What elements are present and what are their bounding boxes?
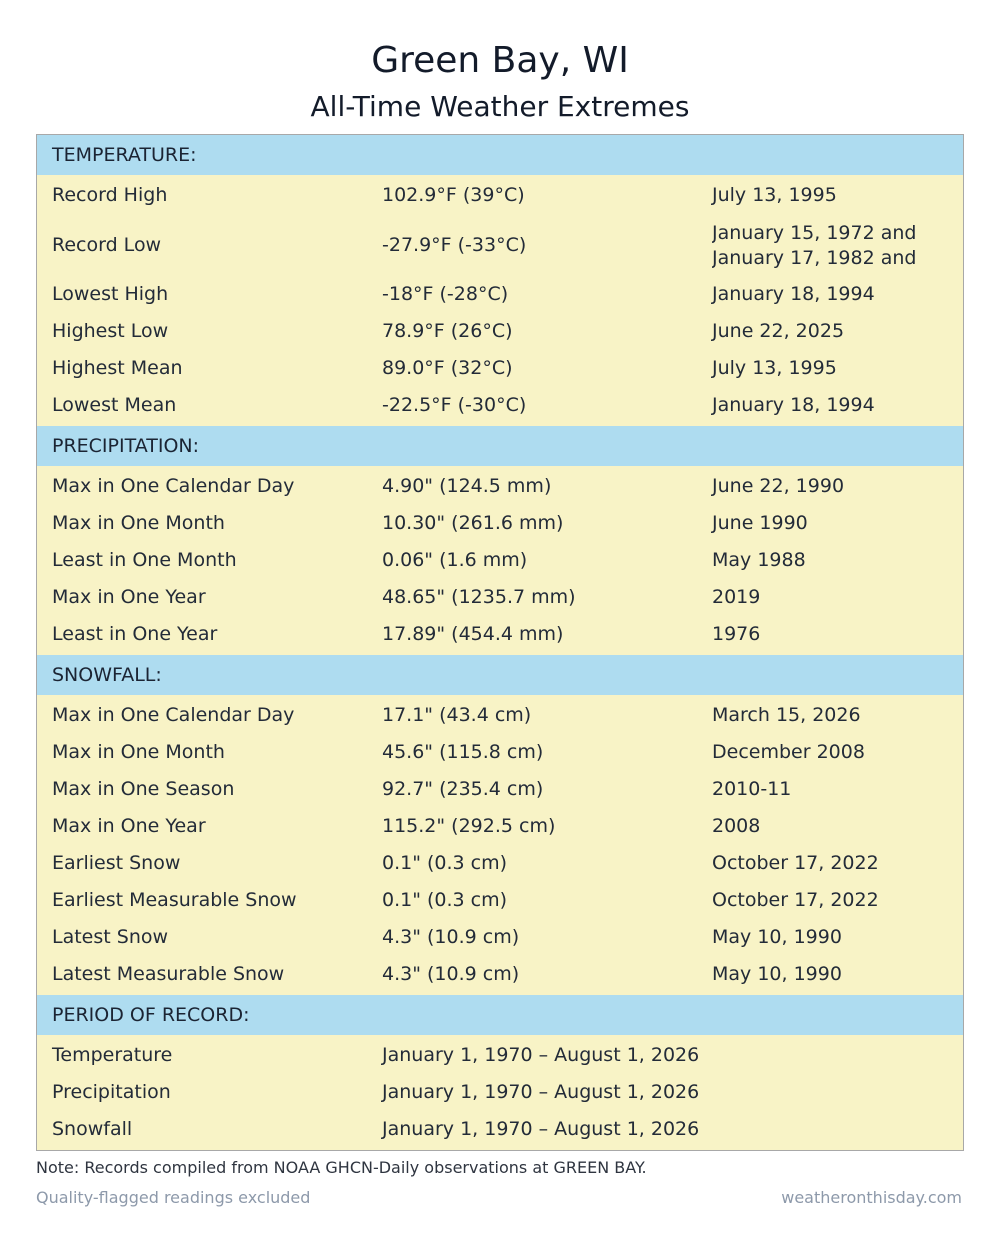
- row-value: 17.89" (454.4 mm): [382, 623, 564, 645]
- table-row: [37, 505, 963, 542]
- table-row: [37, 882, 963, 919]
- row-value: 92.7" (235.4 cm): [382, 778, 544, 800]
- row-value: January 1, 1970 – August 1, 2026: [382, 1081, 700, 1103]
- site-credit: weatheronthisday.com: [781, 1188, 962, 1207]
- row-value: January 1, 1970 – August 1, 2026: [382, 1118, 700, 1140]
- table-row: [37, 177, 963, 214]
- table-row: [37, 919, 963, 956]
- row-value: 4.3" (10.9 cm): [382, 963, 520, 985]
- row-date: January 15, 1972 and January 17, 1982 and: [712, 222, 917, 269]
- footnote: Note: Records compiled from NOAA GHCN-Daily observations at GREEN BAY.: [36, 1158, 647, 1177]
- row-value: 10.30" (261.6 mm): [382, 512, 564, 534]
- row-date: June 1990: [712, 512, 808, 534]
- row-value: 89.0°F (32°C): [382, 357, 513, 379]
- table-row: [37, 276, 963, 313]
- row-date: October 17, 2022: [712, 852, 879, 874]
- row-label: Least in One Year: [52, 623, 218, 645]
- row-value: -18°F (-28°C): [382, 283, 509, 305]
- row-label: Max in One Year: [52, 586, 206, 608]
- row-date: June 22, 2025: [712, 320, 845, 342]
- row-label: Lowest Mean: [52, 394, 177, 416]
- row-date: October 17, 2022: [712, 889, 879, 911]
- row-label: Max in One Calendar Day: [52, 704, 295, 726]
- row-date: 2010-11: [712, 778, 792, 800]
- section-header-temperature: TEMPERATURE:: [37, 135, 963, 175]
- page-subtitle: All-Time Weather Extremes: [310, 90, 690, 123]
- row-label: Highest Low: [52, 320, 169, 342]
- row-label: Latest Measurable Snow: [52, 963, 285, 985]
- row-value: -27.9°F (-33°C): [382, 234, 527, 256]
- row-date: July 13, 1995: [712, 184, 837, 206]
- section-header-period-of-record: PERIOD OF RECORD:: [37, 995, 963, 1035]
- table-row: [37, 697, 963, 734]
- row-value: 0.06" (1.6 mm): [382, 549, 528, 571]
- row-date: June 22, 1990: [712, 475, 845, 497]
- row-date: May 10, 1990: [712, 926, 842, 948]
- row-value: -22.5°F (-30°C): [382, 394, 527, 416]
- row-label: Highest Mean: [52, 357, 183, 379]
- row-label: Record High: [52, 184, 168, 206]
- row-date: 1976: [712, 623, 761, 645]
- row-value: 48.65" (1235.7 mm): [382, 586, 576, 608]
- row-value: 115.2" (292.5 cm): [382, 815, 556, 837]
- row-value: 78.9°F (26°C): [382, 320, 513, 342]
- section-precipitation: [37, 466, 963, 655]
- row-date: March 15, 2026: [712, 704, 861, 726]
- row-value: 0.1" (0.3 cm): [382, 889, 508, 911]
- row-value: 4.90" (124.5 mm): [382, 475, 552, 497]
- table-row: [37, 1037, 963, 1074]
- table-row: [37, 313, 963, 350]
- row-label: Max in One Month: [52, 512, 225, 534]
- row-label: Least in One Month: [52, 549, 237, 571]
- row-date: May 1988: [712, 549, 806, 571]
- table-row: [37, 542, 963, 579]
- row-label: Earliest Measurable Snow: [52, 889, 297, 911]
- table-row: [37, 1074, 963, 1111]
- section-temperature: [37, 175, 963, 426]
- row-date: December 2008: [712, 741, 865, 763]
- table-row: [37, 468, 963, 505]
- row-date: May 10, 1990: [712, 963, 842, 985]
- row-label: Earliest Snow: [52, 852, 181, 874]
- row-label: Lowest High: [52, 283, 169, 305]
- section-header-snowfall: SNOWFALL:: [37, 655, 963, 695]
- table-row: [37, 771, 963, 808]
- row-date: 2019: [712, 586, 761, 608]
- row-date: 2008: [712, 815, 761, 837]
- row-label: Record Low: [52, 234, 162, 256]
- row-value: January 1, 1970 – August 1, 2026: [382, 1044, 700, 1066]
- table-row: [37, 387, 963, 424]
- row-value: 0.1" (0.3 cm): [382, 852, 508, 874]
- section-period-of-record: [37, 1035, 963, 1150]
- table-row: [37, 1111, 963, 1148]
- row-value: 102.9°F (39°C): [382, 184, 525, 206]
- extremes-table: [36, 134, 964, 1151]
- table-row: [37, 350, 963, 387]
- page-title: Green Bay, WI: [371, 40, 629, 81]
- row-date: July 13, 1995: [712, 357, 837, 379]
- table-row: [37, 616, 963, 653]
- table-row: [37, 214, 963, 276]
- table-row: [37, 734, 963, 771]
- row-label: Snowfall: [52, 1118, 133, 1140]
- table-row: [37, 956, 963, 993]
- row-label: Max in One Year: [52, 815, 206, 837]
- row-label: Max in One Season: [52, 778, 235, 800]
- row-value: 45.6" (115.8 cm): [382, 741, 544, 763]
- table-row: [37, 845, 963, 882]
- section-snowfall: [37, 695, 963, 995]
- section-header-precipitation: PRECIPITATION:: [37, 426, 963, 466]
- row-value: 4.3" (10.9 cm): [382, 926, 520, 948]
- row-label: Max in One Month: [52, 741, 225, 763]
- row-date: January 18, 1994: [712, 394, 875, 416]
- row-label: Max in One Calendar Day: [52, 475, 295, 497]
- row-label: Latest Snow: [52, 926, 169, 948]
- table-row: [37, 808, 963, 845]
- row-label: Precipitation: [52, 1081, 171, 1103]
- row-date: January 18, 1994: [712, 283, 875, 305]
- row-label: Temperature: [52, 1044, 173, 1066]
- row-value: 17.1" (43.4 cm): [382, 704, 532, 726]
- table-row: [37, 579, 963, 616]
- quality-note: Quality-flagged readings excluded: [36, 1188, 311, 1207]
